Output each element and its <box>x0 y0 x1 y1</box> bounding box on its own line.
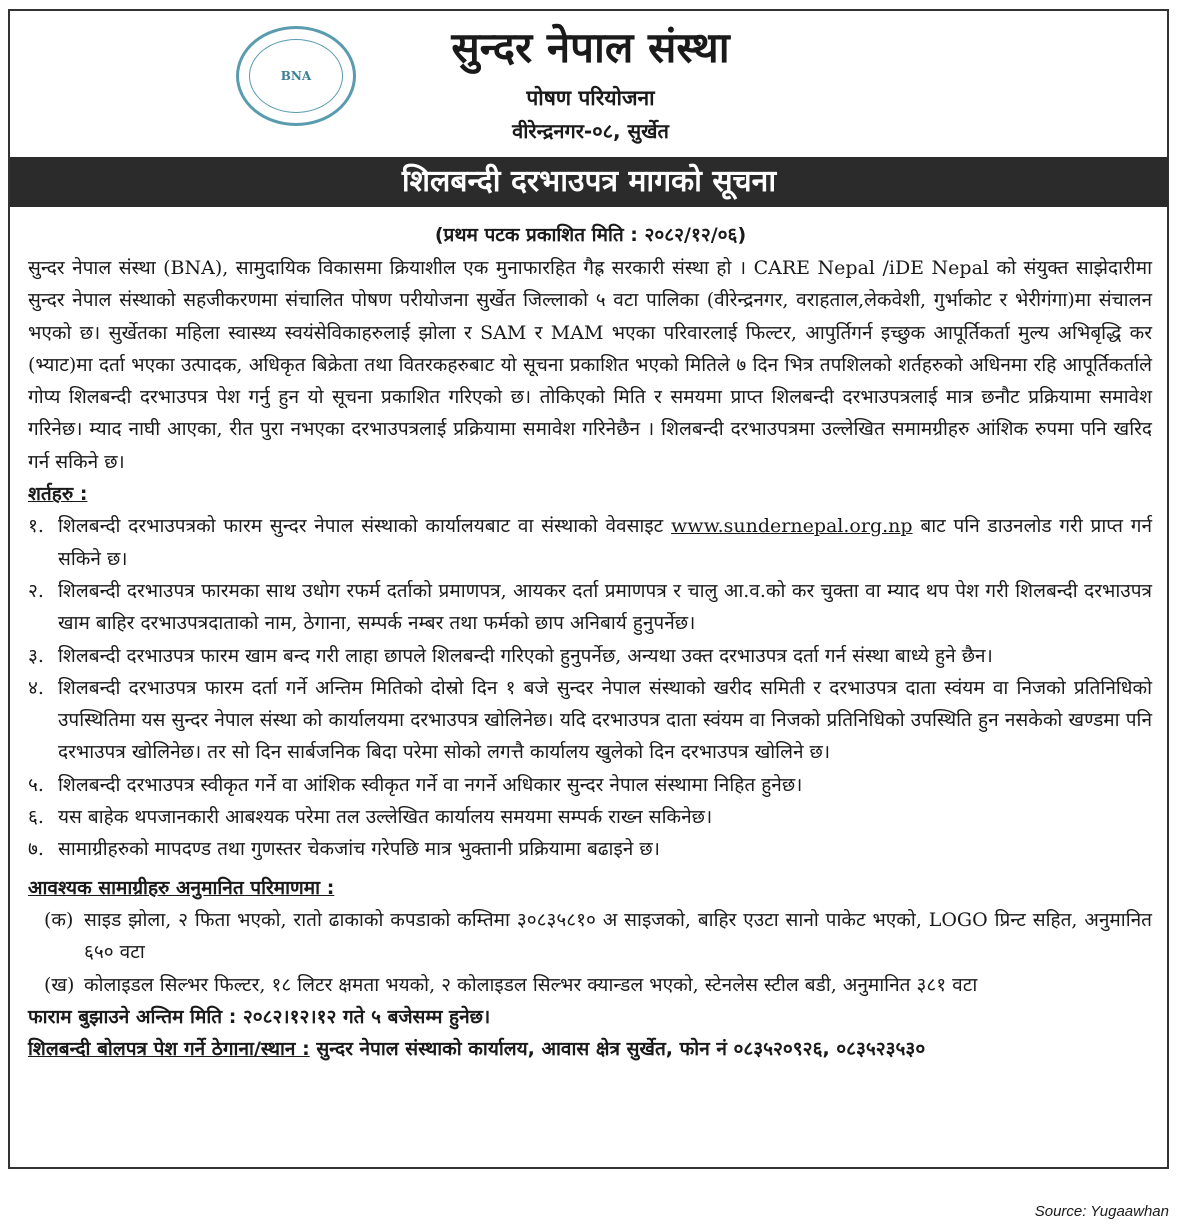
material-item <box>28 904 1152 969</box>
condition-text: बाट पनि डाउनलोड गरी प्राप्त गर्न सकिने छ। <box>58 515 1152 570</box>
submission-deadline: फाराम बुझाउने अन्तिम मिति : २०८२।१२।१२ गते ५ बजेसम्म हुनेछ। <box>28 1005 491 1028</box>
item-number: ५. <box>28 773 44 796</box>
publication-date: (प्रथम पटक प्रकाशित मिति : २०८२/१२/०६) <box>434 224 747 246</box>
condition-text: यस बाहेक थपजानकारी आबश्यक परेमा तल उल्लेखित कार्यालय समयमा सम्पर्क राख्न सकिनेछ। <box>58 806 713 829</box>
item-number: (ख) <box>44 973 75 996</box>
conditions-heading: शर्तहरु : <box>28 483 88 506</box>
item-number: ३. <box>28 644 44 667</box>
address-label: शिलबन्दी बोलपत्र पेश गर्ने ठेगाना/स्थान : <box>28 1038 310 1061</box>
material-item <box>28 969 1152 1001</box>
item-number: २. <box>28 579 44 602</box>
item-number: ६. <box>28 806 44 829</box>
organization-name: सुन्दर नेपाल संस्था <box>451 23 730 72</box>
condition-text: शिलबन्दी दरभाउपत्र फारमका साथ उधोग रफर्म दर्ताको प्रमाणपत्र, आयकर दर्ता प्रमाणपत्र र चालु आ.व.को कर चुक्ता वा म्याद थप पेश गरी शिलबन्दी दरभाउपत्र खाम बाहिर दरभाउपत्रदाताको नाम, ठेगाना, सम्पर्क नम्बर तथा फर्मको छाप अनिबार्य हुनुपर्नेछ। <box>58 579 1152 635</box>
material-text: कोलाइडल सिल्भर फिल्टर, १८ लिटर क्षमता भयको, २ कोलाइडल सिल्भर क्यान्डल भएको, स्टेनलेस स्टील बडी, अनुमानित ३८१ वटा <box>84 973 978 996</box>
item-number: १. <box>28 515 44 538</box>
logo-abbr: BNA <box>249 39 343 113</box>
condition-text: शिलबन्दी दरभाउपत्र स्वीकृत गर्ने वा आंशिक स्वीकृत गर्ने वा नगर्ने अधिकार सुन्दर नेपाल संस्थामा निहित हुनेछ। <box>58 773 803 796</box>
condition-item <box>28 769 1152 801</box>
condition-item <box>28 672 1152 769</box>
address-value: सुन्दर नेपाल संस्थाको कार्यालय, आवास क्षेत्र सुर्खेत, फोन नं ०८३५२०९२६, ०८३५२३५३० <box>309 1038 926 1061</box>
material-text: साइड झोला, २ फिता भएको, रातो ढाकाको कपडाको कम्तिमा ३०८३५८१० अ साइजको, बाहिर एउटा सानो पाकेट भएको, LOGO प्रिन्ट सहित, अनुमानित ६५० वटा <box>84 908 1152 964</box>
item-number: (क) <box>44 908 74 931</box>
project-name: पोषण परियोजना <box>526 86 655 110</box>
condition-text: शिलबन्दी दरभाउपत्रको फारम सुन्दर नेपाल संस्थाको कार्यालयबाट वा संस्थाको वेवसाइट <box>58 515 672 538</box>
condition-text: शिलबन्दी दरभाउपत्र फारम खाम बन्द गरी लाहा छापले शिलबन्दी गरिएको हुनुपर्नेछ, अन्यथा उक्त दरभाउपत्र दर्ता गर्न संस्था बाध्ये हुने छैन। <box>58 644 993 667</box>
condition-item <box>28 801 1152 833</box>
notice-title: शिलबन्दी दरभाउपत्र मागको सूचना <box>10 157 1168 207</box>
condition-text: शिलबन्दी दरभाउपत्र फारम दर्ता गर्ने अन्तिम मितिको दोस्रो दिन १ बजे सुन्दर नेपाल संस्थाको खरीद समिती र दरभाउपत्र दाता स्वंयम वा निजको प्रतिनिधिको उपस्थितिमा यस सुन्दर नेपाल संस्था को कार्यालयमा दरभाउपत्र खोलिनेछ। यदि दरभाउपत्र दाता स्वंयम वा निजको प्रतिनिधिको उपस्थिति हुन नसकेको खण्डमा पनि दरभाउपत्र खोलिनेछ। तर सो दिन सार्बजनिक बिदा परेमा सोको लगत्तै कार्यालय खुलेको दिन दरभाउपत्र खोलिने छ। <box>58 676 1152 764</box>
condition-item <box>28 640 1152 672</box>
item-number: ७. <box>28 838 44 861</box>
intro-paragraph: सुन्दर नेपाल संस्था (BNA), सामुदायिक विकासमा क्रियाशील एक मुनाफारहित गैह्र सरकारी संस्था हो । CARE Nepal /iDE Nepal को संयुक्त साझेदारीमा सुन्दर नेपाल संस्थाको सहजीकरणमा संचालित पोषण परीयोजना सुर्खेत जिल्लाको ५ वटा पालिका (वीरेन्द्रनगर, वराहताल,लेकवेशी, गुर्भाकोट र भेरीगंगा)मा संचालन भएको छ। सुर्खेतका महिला स्वास्थ्य स्वयंसेविकाहरुलाई झोला र SAM र MAM भएका परिवारलाई फिल्टर, आपुर्तिगर्न इच्छुक आपूर्तिकर्ता मुल्य अभिबृद्धि कर (भ्याट)मा दर्ता भएका उत्पादक, अधिकृत बिक्रेता तथा वितरकहरुबाट यो सूचना प्रकाशित भएको मितिले ७ दिन भित्र तपशिलको शर्तहरुको अधिनमा रहि आपूर्तिकर्ताले गोप्य शिलबन्दी दरभाउपत्र पेश गर्नु हुन यो सूचना प्रकाशित गरिएको छ। तोकिएको मिति र समयमा प्राप्त शिलबन्दी दरभाउपत्रलाई मात्र छनौट प्रक्रियामा समावेश गरिनेछ। म्याद नाघी आएका, रीत पुरा नभएका दरभाउपत्रलाई प्रक्रियामा समावेश गरिनेछैन । शिलबन्दी दरभाउपत्रमा उल्लेखित समामग्रीहरु आंशिक रुपमा पनि खरिद गर्न सकिने छ। <box>28 257 1152 473</box>
condition-text: सामाग्रीहरुको मापदण्ड तथा गुणस्तर चेकजांच गरेपछि मात्र भुक्तानी प्रक्रियामा बढाइने छ। <box>58 838 660 861</box>
item-number: ४. <box>28 676 44 699</box>
source-credit: Source: Yugaawhan <box>1034 1203 1169 1220</box>
condition-item <box>28 575 1152 640</box>
condition-item <box>28 833 1152 865</box>
materials-heading: आवश्यक सामाग्रीहरु अनुमानित परिमाणमा : <box>28 876 335 899</box>
condition-item <box>28 510 1152 575</box>
submission-address <box>28 1033 1152 1065</box>
notice-body <box>28 252 1152 1065</box>
organization-address: वीरेन्द्रनगर-०८, सुर्खेत <box>512 119 669 143</box>
website-link[interactable]: www.sundernepal.org.np <box>671 515 913 538</box>
